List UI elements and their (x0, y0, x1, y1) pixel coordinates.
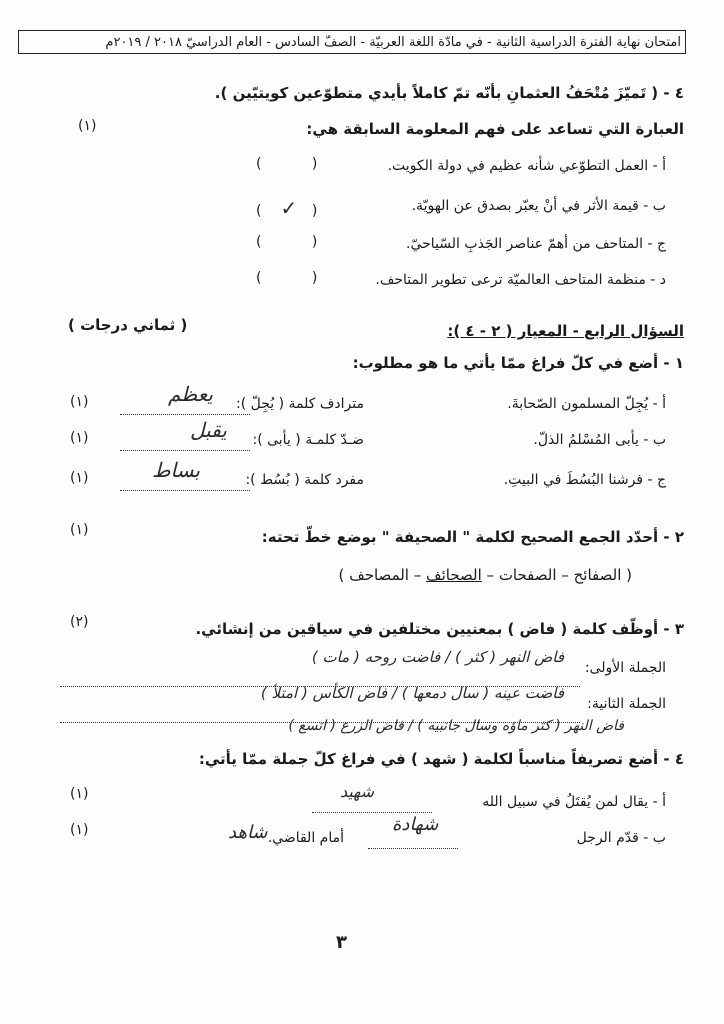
s4q1-item-a-field[interactable] (120, 404, 250, 423)
exam-header: امتحان نهاية الفترة الدراسية الثانية - في مادّة اللغة العربيّة - الصفّ السادس - العام الدراسيّ ٢٠١٨ / ٢٠١٩م (18, 30, 686, 54)
s4q1-item-b-mark: (١) (70, 430, 89, 446)
s4q3-extra-answer: فاض النهر ( كثر ماؤه وسال جانبيه ) / فاض الزرع ( اتسع ) (288, 718, 624, 734)
s4q4-item-b-field[interactable] (368, 838, 458, 857)
s4q4-item-a-answer: شهيد (340, 782, 375, 801)
s4q3-prompt: ٣ - أوظّف كلمة ( فاض ) بمعنيين مختلفين في سياقين من إنشائي. (195, 620, 684, 638)
s4q1-item-a-answer: يعظم (168, 382, 213, 406)
s4q4-item-b-answer: شهادة (392, 814, 439, 835)
section4-marks: ( ثماني درجات ) (68, 316, 188, 334)
s4q2-choice-3-selected[interactable]: الصحائف (426, 566, 482, 584)
q4-option-b: ب - قيمة الأثر في أنْ يعبّر بصدق عن الهويّة. (411, 198, 666, 214)
q4-option-a-box[interactable]: ( ) (256, 156, 318, 172)
q4-option-d: د - منظمة المتاحف العالميّة ترعى تطوير المتاحف. (375, 272, 666, 288)
s4q4-item-b-mark: (١) (70, 822, 89, 838)
s4q2-mark: (١) (70, 522, 89, 538)
s4q1-item-c-task: مفرد كلمة ( بُسُط ): (245, 472, 364, 488)
s4q1-item-c-mark: (١) (70, 470, 89, 486)
s4q2-prompt: ٢ - أحدّد الجمع الصحيح لكلمة " الصحيفة " بوضع خطّ تحته: (261, 528, 684, 546)
s4q2-separator-3: – (413, 566, 422, 584)
s4q1-item-a-mark: (١) (70, 394, 89, 410)
s4q4-item-b-after: أمام القاضي. (267, 830, 344, 846)
q4-mark: (١) (78, 118, 97, 134)
q4-option-d-box[interactable]: ( ) (256, 270, 318, 286)
s4q1-item-b-field[interactable] (120, 440, 250, 459)
q4-option-a: أ - العمل التطوّعي شأنه عظيم في دولة الكويت. (387, 158, 666, 174)
s4q3-mark: (٢) (70, 614, 89, 630)
s4q4-item-a-text: أ - يقال لمن يُقتَلُ في سبيل الله (482, 794, 666, 810)
s4q4-item-a-mark: (١) (70, 786, 89, 802)
q4-option-b-answer: ✓ (280, 196, 298, 220)
s4q2-separator-1: – (561, 566, 569, 584)
s4q2-choice-4[interactable]: المصاحف (349, 566, 409, 584)
page-number: ٣ (336, 932, 347, 953)
q4-prompt: العبارة التي تساعد على فهم المعلومة السابقة هي: (306, 120, 684, 138)
s4q4-item-b-text: ب - قدّم الرجل (576, 830, 666, 846)
s4q3-sentence1-answer: فاض النهر ( كثر ) / فاضت روحه ( مات ) (311, 648, 564, 666)
q4-option-c: ج - المتاحف من أهمّ عناصر الجَذبِ السّياحيّ. (406, 236, 666, 252)
s4q1-item-b-task: ضـدّ كلمـة ( يأبى ): (252, 432, 364, 448)
q4-option-c-box[interactable]: ( ) (256, 234, 318, 250)
s4q2-choices (339, 566, 632, 584)
s4q1-item-a-task: مترادف كلمة ( يُجِلّ ): (236, 396, 364, 412)
s4q1-item-c-answer: بساط (152, 458, 200, 482)
s4q2-open-paren: ( (626, 566, 632, 584)
s4q1-item-b-answer: يقبل (190, 418, 227, 442)
s4q2-separator-2: – (486, 566, 495, 584)
s4q3-sentence1-label: الجملة الأولى: (584, 660, 666, 676)
s4q4-item-b-extra-answer: شاهد (228, 822, 268, 843)
s4q1-item-c-field[interactable] (120, 480, 250, 499)
s4q2-choice-2[interactable]: الصفحات (498, 566, 557, 584)
s4q3-sentence2-label: الجملة الثانية: (587, 696, 666, 712)
s4q4-prompt: ٤ - أضع تصريفاً مناسباً لكلمة ( شهد ) في فراغ كلّ جملة ممّا يأتي: (198, 750, 684, 768)
s4q1-item-b: ب - يأبى المُسْلمُ الذلّ. (533, 432, 666, 448)
s4q1-item-a: أ - يُجِلّ المسلمون الصّحابةَ. (507, 396, 666, 412)
q4-stem: ٤ - ( تَميّزَ مُتْحَفُ العثمانِ بأنّه تمّ كاملاً بأيدي متطوّعين كويتيّين ). (214, 84, 684, 102)
q4-option-b-box[interactable]: ( ✓ ) (256, 196, 318, 220)
section4-title: السؤال الرابع - المعيار ( ٢ - ٤ ): (447, 322, 684, 340)
s4q3-sentence2-answer: فاضت عينه ( سال دمعها ) / فاض الكأس ( امتلأ ) (260, 684, 564, 702)
s4q1-item-c: ج - فرشنا البُسُطَ في البيتِ. (503, 472, 666, 488)
s4q2-choice-1[interactable]: الصفائح (573, 566, 622, 584)
s4q1-prompt: ١ - أضع في كلّ فراغ ممّا يأتي ما هو مطلوب: (352, 354, 684, 372)
s4q2-close-paren: ) (338, 566, 345, 584)
